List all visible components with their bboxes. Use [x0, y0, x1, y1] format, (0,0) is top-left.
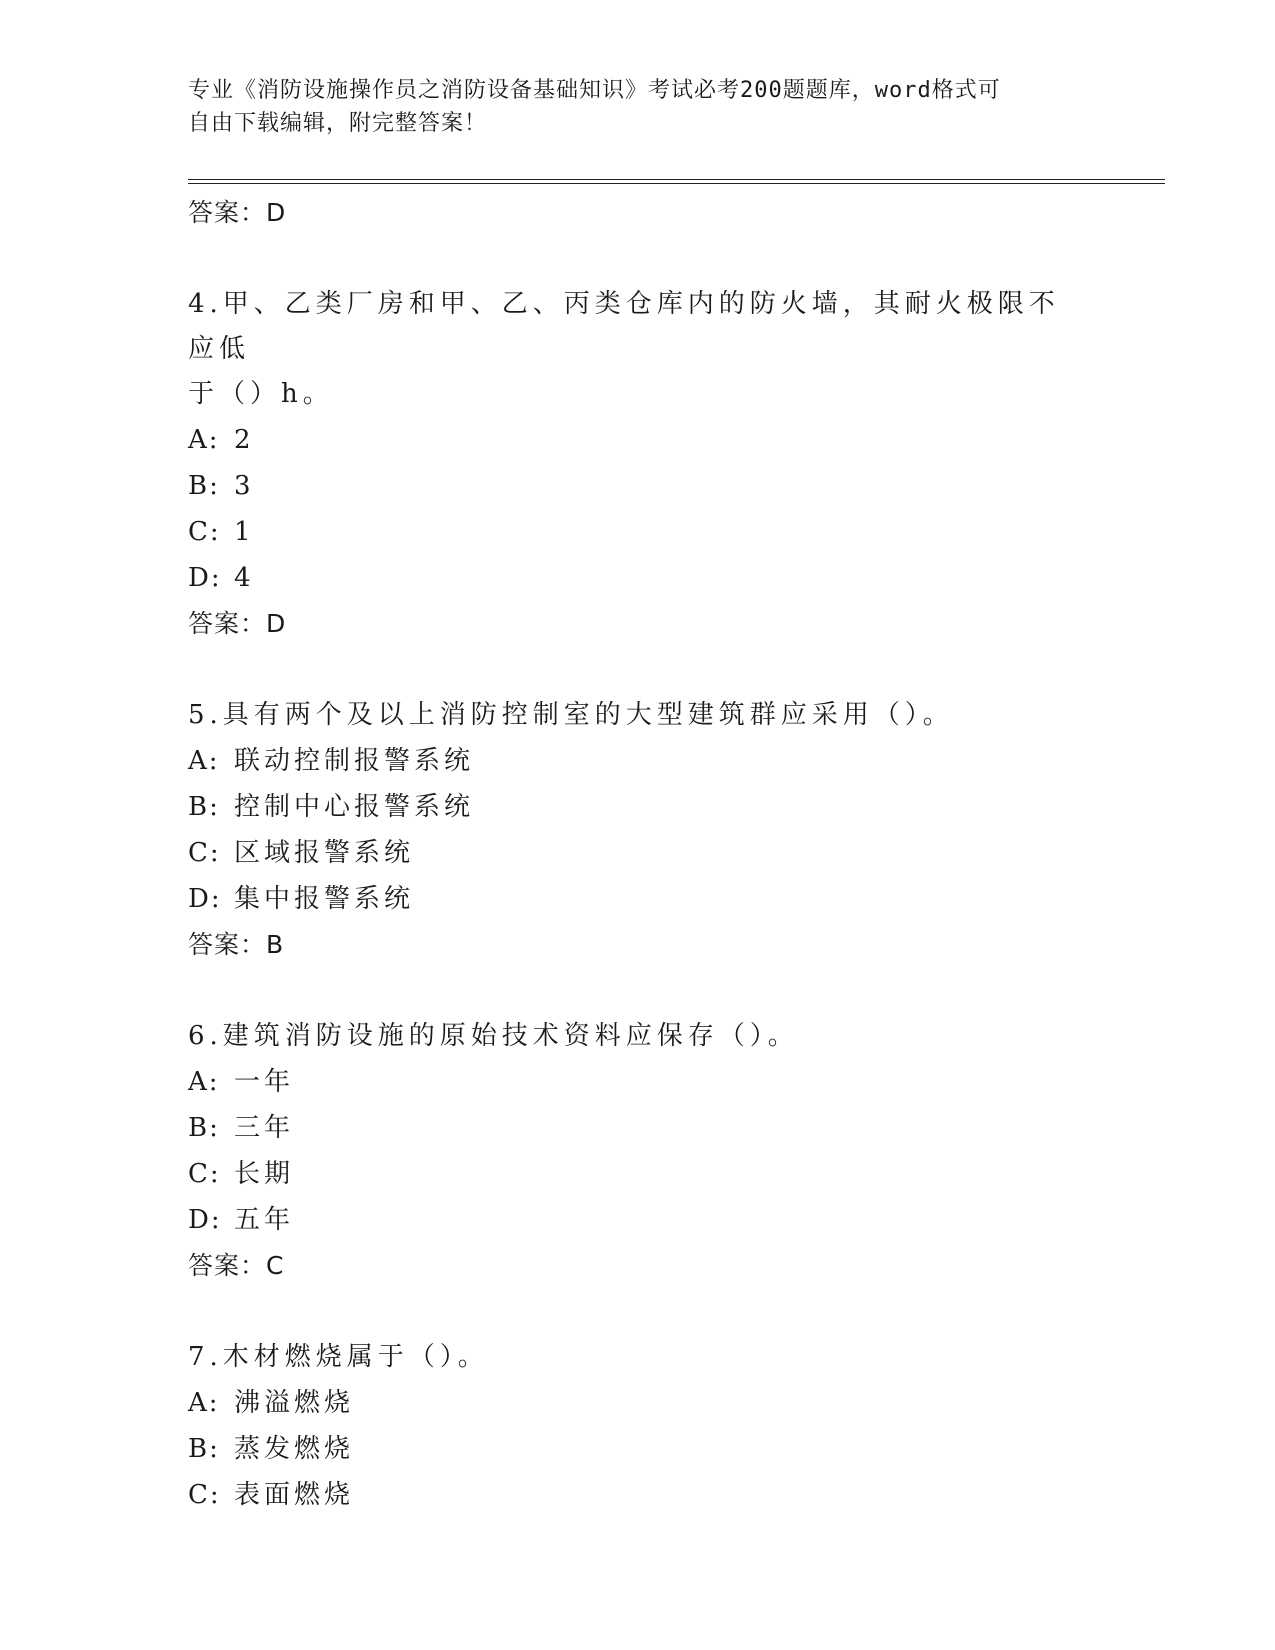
option-letter: A:: [188, 1388, 220, 1418]
option-text: 长期: [234, 1159, 295, 1189]
question-text-line: 6.建筑消防设施的原始技术资料应保存（）。: [188, 1021, 799, 1051]
option-text: 一年: [234, 1067, 295, 1097]
option-text: 三年: [234, 1113, 295, 1143]
answer-line: 答案：D: [188, 609, 287, 638]
option-letter: C:: [188, 1159, 221, 1189]
question-4: [188, 282, 1088, 647]
question-text-line: 4.甲、乙类厂房和甲、乙、丙类仓库内的防火墙，其耐火极限不应低: [188, 289, 1060, 364]
option-d: [188, 876, 1088, 922]
option-letter: D:: [188, 1205, 222, 1235]
option-letter: C:: [188, 838, 221, 868]
answer-line: 答案：C: [188, 1251, 285, 1280]
option-text: 区域报警系统: [234, 838, 415, 868]
answer-line: 答案：B: [188, 930, 285, 959]
option-c: [188, 1472, 1088, 1518]
option-letter: C:: [188, 1480, 221, 1510]
option-letter: B:: [188, 471, 220, 501]
answer-line: 答案：D: [188, 198, 287, 227]
option-b: [188, 463, 1088, 509]
option-b: [188, 1426, 1088, 1472]
question-text: [188, 282, 1068, 417]
option-text: 1: [234, 517, 255, 547]
header-line-1: 专业《消防设施操作员之消防设备基础知识》考试必考200题题库，word格式可: [188, 78, 1001, 103]
option-text: 联动控制报警系统: [234, 746, 475, 776]
option-text: 控制中心报警系统: [234, 792, 475, 822]
option-text: 3: [234, 471, 255, 501]
question-text-line: 5.具有两个及以上消防控制室的大型建筑群应采用（）。: [188, 700, 954, 730]
option-d: [188, 555, 1088, 601]
option-d: [188, 1197, 1088, 1243]
option-text: 蒸发燃烧: [234, 1434, 355, 1464]
option-text: 表面燃烧: [234, 1480, 355, 1510]
option-c: [188, 509, 1088, 555]
document-header: [188, 74, 1088, 140]
option-letter: B:: [188, 1113, 220, 1143]
option-b: [188, 1105, 1088, 1151]
option-letter: D:: [188, 563, 222, 593]
option-text: 2: [234, 425, 255, 455]
question-text-line: 7.木材燃烧属于（）。: [188, 1342, 489, 1372]
question-text: [188, 1014, 1068, 1059]
option-letter: D:: [188, 884, 222, 914]
option-letter: B:: [188, 1434, 220, 1464]
question-text: [188, 693, 1068, 738]
option-letter: A:: [188, 746, 220, 776]
option-text: 五年: [234, 1205, 295, 1235]
option-b: [188, 784, 1088, 830]
header-line-2: 自由下载编辑，附完整答案！: [188, 111, 488, 136]
header-rule-bottom: [188, 183, 1165, 184]
option-text: 沸溢燃烧: [234, 1388, 355, 1418]
option-c: [188, 1151, 1088, 1197]
option-letter: B:: [188, 792, 220, 822]
option-c: [188, 830, 1088, 876]
option-a: [188, 738, 1088, 784]
question-5: [188, 693, 1088, 968]
question-text-line: 于（）h。: [188, 379, 334, 409]
option-text: 集中报警系统: [234, 884, 415, 914]
option-a: [188, 417, 1088, 463]
option-a: [188, 1380, 1088, 1426]
option-text: 4: [234, 563, 255, 593]
question-list: [188, 190, 1088, 1518]
option-letter: A:: [188, 1067, 220, 1097]
header-rule-top: [188, 179, 1165, 180]
option-a: [188, 1059, 1088, 1105]
question-6: [188, 1014, 1088, 1289]
question-7: [188, 1335, 1088, 1518]
question-text: [188, 1335, 1068, 1380]
option-letter: A:: [188, 425, 220, 455]
option-letter: C:: [188, 517, 221, 547]
